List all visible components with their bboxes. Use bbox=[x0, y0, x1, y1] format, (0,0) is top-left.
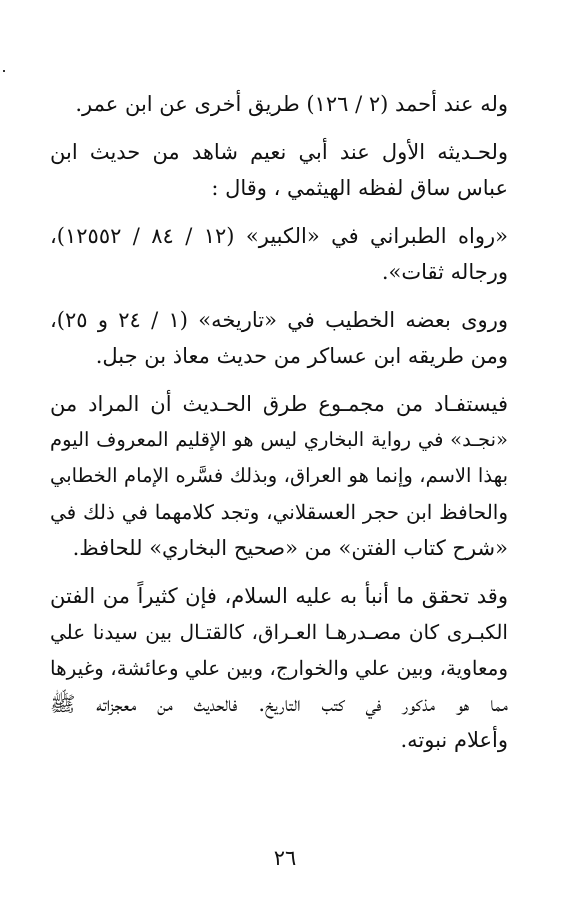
text-line: ومن طريقه ابن عساكر من حديث معاذ بن جبل. bbox=[95, 344, 508, 368]
text-line: «نجـد» في رواية البخاري ليس هو الإقليم المعروف اليوم bbox=[50, 428, 508, 451]
text-line: وروى بعضه الخطيب في «تاريخه» (١ / ٢٤ و ٢٥)، bbox=[50, 308, 508, 332]
margin-mark bbox=[3, 70, 5, 72]
text-line: فيستفـاد من مجمـوع طرق الحـديث أن المراد من bbox=[50, 392, 508, 416]
paragraph bbox=[50, 302, 508, 374]
text-line: الكبـرى كان مصـدرهـا العـراق، كالقتـال بين سيدنا علي bbox=[50, 620, 508, 644]
paragraph bbox=[50, 218, 508, 290]
text-line: بهذا الاسم، وإنما هو العراق، وبذلك فسَّره الإمام الخطابي bbox=[50, 464, 508, 487]
text-line: ورجاله ثقات». bbox=[381, 260, 508, 284]
text-line: وأعلام نبوته. bbox=[400, 728, 508, 752]
page-number: ٢٦ bbox=[273, 846, 297, 870]
paragraph bbox=[50, 578, 508, 758]
paragraph bbox=[50, 386, 508, 566]
text-line: وله عند أحمد (٢ / ١٢٦) طريق أخرى عن ابن عمر. bbox=[75, 92, 508, 116]
text-line: «شرح كتاب الفتن» من «صحيح البخاري» للحافظ. bbox=[72, 536, 508, 560]
paragraph bbox=[50, 86, 508, 122]
text-line: ومعاوية، وبين علي والخوارج، وبين علي وعائشة، وغيرها bbox=[50, 656, 508, 680]
text-line: «رواه الطبراني في «الكبير» (١٢ / ٨٤ / ١٢٥٥٢)، bbox=[50, 224, 508, 248]
body-text bbox=[50, 86, 508, 770]
text-line: ولحـديثه الأول عند أبي نعيم شاهد من حديث ابن bbox=[50, 140, 508, 164]
text-line: والحافظ ابن حجر العسقلاني، وتجد كلامهما في ذلك في bbox=[50, 500, 508, 524]
text-line: وقد تحقق ما أنبأ به عليه السلام، فإن كثيراً من الفتن bbox=[50, 584, 508, 608]
text-line: مما هو مذكور في كتب التاريخ. فالحديث من معجزاته ﷺ bbox=[50, 692, 508, 716]
text-line: عباس ساق لفظه الهيثمي ، وقال : bbox=[211, 176, 508, 200]
paragraph bbox=[50, 134, 508, 206]
